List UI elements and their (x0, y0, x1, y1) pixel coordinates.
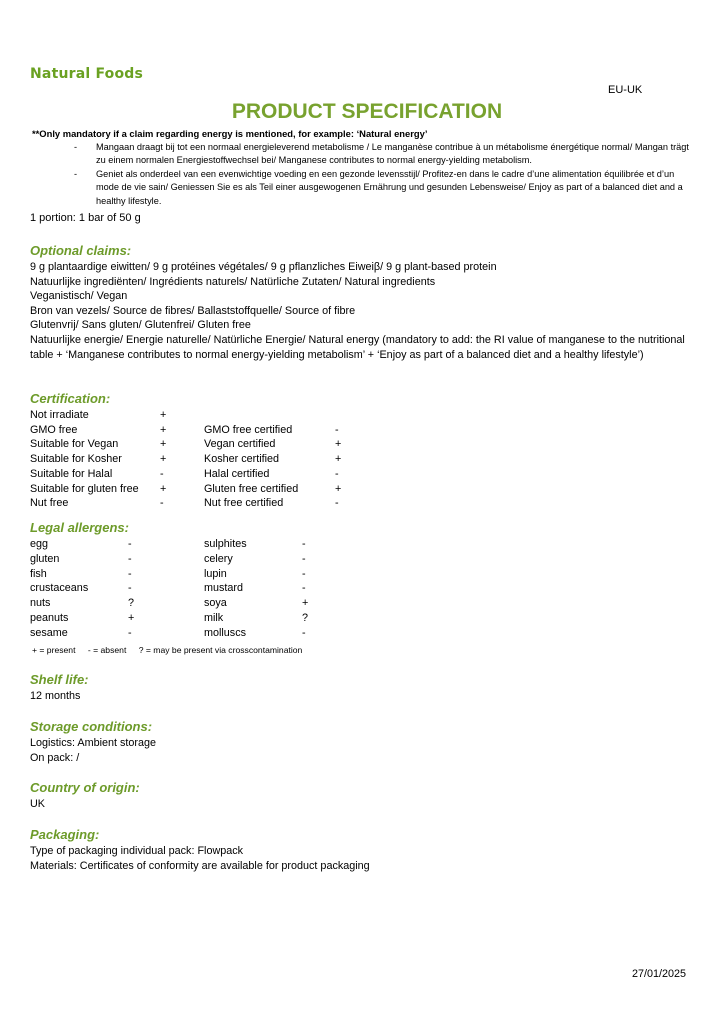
legend-absent: - = absent (87, 645, 127, 655)
allergen-legend (32, 645, 312, 655)
storage-heading: Storage conditions: (30, 719, 153, 734)
allergen-label: egg (30, 538, 49, 550)
allergen-label: nuts (30, 597, 51, 610)
page-title: PRODUCT SPECIFICATION (231, 100, 503, 123)
energy-bullet (74, 168, 694, 208)
cert-label: Suitable for Kosher (30, 453, 122, 466)
allergen-value-2: - (302, 538, 306, 550)
document-date: 27/01/2025 (632, 968, 687, 980)
allergen-value: - (128, 626, 132, 639)
cert-value: + (160, 438, 167, 451)
energy-bullet-list (74, 141, 694, 208)
energy-note: **Only mandatory if a claim regarding energy is mentioned, for example: ‘Natural energy’ (32, 128, 428, 139)
shelf-life-value: 12 months (30, 690, 81, 702)
allergen-value-2: ? (302, 612, 309, 624)
allergen-label: fish (30, 567, 47, 580)
allergen-label: gluten (30, 552, 60, 565)
cert-label-2: GMO free certified (204, 423, 293, 436)
certification-heading: Certification: (30, 391, 111, 406)
cert-value-2: - (335, 423, 339, 436)
cert-value: + (160, 409, 167, 421)
cert-label-2: Halal certified (204, 467, 270, 480)
allergen-label-2: milk (204, 612, 224, 624)
packaging-line: Type of packaging individual pack: Flowpack (30, 845, 244, 857)
allergens-heading: Legal allergens: (30, 520, 129, 535)
cert-label-2: Gluten free certified (204, 482, 299, 495)
cert-label: Nut free (30, 497, 69, 510)
allergen-label-2: sulphites (204, 538, 247, 550)
claim-line: 9 g plantaardige eiwitten/ 9 g protéines végétales/ 9 g pflanzliches Eiweiβ/ 9 g plant-based protein (30, 261, 497, 273)
allergen-value-2: - (302, 552, 306, 565)
allergen-value: - (128, 567, 132, 580)
claim-line: Veganistisch/ Vegan (30, 290, 128, 303)
allergen-value: ? (128, 597, 135, 610)
cert-value: + (160, 453, 167, 466)
allergen-label: peanuts (30, 612, 69, 624)
bullet-dash: - (74, 142, 78, 152)
cert-label-2: Nut free certified (204, 497, 284, 510)
allergen-value: + (128, 612, 135, 624)
cert-value: - (160, 467, 164, 480)
cert-label-2: Kosher certified (204, 453, 280, 466)
allergen-label-2: lupin (204, 567, 227, 580)
cert-value-2: + (335, 482, 342, 495)
allergen-label-2: mustard (204, 582, 244, 595)
optional-claims-list (30, 260, 690, 362)
cert-label: GMO free (30, 423, 78, 436)
energy-bullet (74, 141, 694, 168)
allergen-value-2: - (302, 567, 306, 580)
region-label: EU-UK (608, 84, 643, 96)
energy-bullet-text: Mangaan draagt bij tot een normaal energieleverend metabolisme / Le manganèse contribue à un métabolisme énergétique normal/ Mangan trägt zu einem normalen Energiestoffwechsel bei/ Manganese contributes to normal energy-yielding metabolism. (96, 142, 689, 166)
storage-line: Logistics: Ambient storage (30, 737, 157, 749)
cert-value: - (160, 497, 164, 510)
allergen-label: sesame (30, 626, 68, 639)
allergen-value: - (128, 582, 132, 595)
claim-line: Glutenvrij/ Sans gluten/ Glutenfrei/ Gluten free (30, 319, 251, 332)
packaging-heading: Packaging: (30, 827, 100, 842)
allergen-label: crustaceans (30, 582, 89, 595)
legend-present: + = present (32, 645, 76, 655)
legend-may-contain: ? = may be present via crosscontamination (138, 645, 303, 655)
allergen-label-2: soya (204, 597, 227, 610)
packaging-list (30, 844, 690, 873)
claim-line: Natuurlijke ingrediënten/ Ingrédients naturels/ Natürliche Zutaten/ Natural ingredients (30, 275, 436, 288)
allergen-value: - (128, 552, 132, 565)
cert-label: Suitable for gluten free (30, 482, 139, 495)
cert-label: Suitable for Vegan (30, 438, 119, 451)
origin-value: UK (30, 798, 45, 810)
optional-claims-heading: Optional claims: (30, 243, 132, 258)
bullet-dash: - (74, 168, 78, 179)
cert-label: Suitable for Halal (30, 467, 113, 480)
origin-heading: Country of origin: (30, 780, 140, 795)
cert-value-2: + (335, 453, 342, 466)
claim-line: Natuurlijke energie/ Energie naturelle/ Natürliche Energie/ Natural energy (mandatory to add: the RI value of manganese to the nutritional table + ‘Manganese contributes to normal energy-yielding metabolism’ + ‘Enjoy as part of a balanced diet and a healthy lifestyle’) (30, 333, 685, 361)
allergen-value-2: - (302, 582, 306, 595)
cert-value: + (160, 482, 167, 495)
brand-logo: Natural Foods (30, 66, 144, 82)
storage-line: On pack: / (30, 751, 80, 764)
allergen-label-2: celery (204, 552, 233, 565)
allergen-label-2: molluscs (204, 626, 246, 639)
cert-label: Not irradiate (30, 409, 89, 421)
storage-list (30, 736, 690, 765)
cert-value-2: - (335, 467, 339, 480)
claim-line: Bron van vezels/ Source de fibres/ Ballaststoffquelle/ Source of fibre (30, 304, 356, 317)
allergen-value-2: + (302, 597, 309, 610)
cert-value: + (160, 423, 167, 436)
cert-value-2: + (335, 438, 342, 451)
cert-label-2: Vegan certified (204, 438, 276, 451)
shelf-life-heading: Shelf life: (30, 672, 89, 687)
allergen-value: - (128, 538, 132, 550)
portion-text: 1 portion: 1 bar of 50 g (30, 212, 141, 224)
allergen-value-2: - (302, 626, 306, 639)
cert-value-2: - (335, 497, 339, 510)
packaging-line: Materials: Certificates of conformity are available for product packaging (30, 859, 370, 872)
energy-bullet-text: Geniet als onderdeel van een evenwichtige voeding en een gezonde levensstijl/ Profitez-en dans le cadre d’une alimentation équilibrée et d’un mode de vie sain/ Geniessen Sie es als Teil einer ausgewogenen Ernährung und gesunden Lebensweise/ Enjoy as part of a balanced diet and a healthy lifestyle. (96, 168, 683, 206)
